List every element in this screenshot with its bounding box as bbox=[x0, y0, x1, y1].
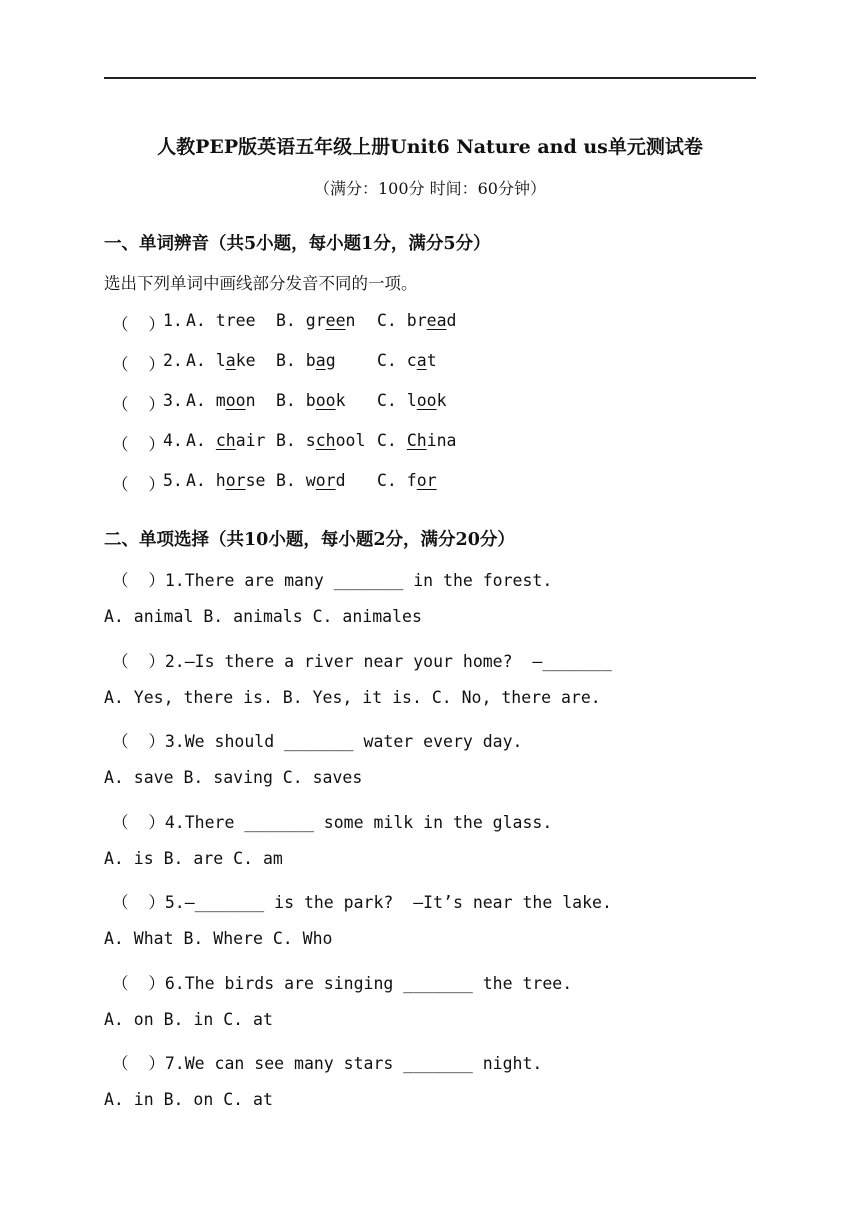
item-number: 4. bbox=[163, 431, 183, 450]
question-text: （ ）4.There _______ some milk in the glass. bbox=[112, 812, 553, 832]
option-a: A. moon bbox=[186, 391, 256, 410]
question-text: （ ）6.The birds are singing _______ the tree. bbox=[112, 973, 573, 993]
option-a: A. tree bbox=[186, 311, 256, 330]
page-title: 人教PEP版英语五年级上册Unit6 Nature and us单元测试卷 bbox=[157, 136, 703, 158]
item-number: 5. bbox=[163, 471, 183, 490]
question-options: A. save B. saving C. saves bbox=[104, 768, 363, 787]
header-rule bbox=[104, 77, 756, 79]
page-subtitle: （满分：100分 时间：60分钟） bbox=[314, 179, 546, 198]
option-c: C. cat bbox=[377, 351, 437, 370]
question-text: （ ）1.There are many _______ in the forest. bbox=[112, 571, 553, 590]
option-c: C. bread bbox=[377, 311, 457, 330]
answer-blank[interactable]: （ ） bbox=[112, 315, 165, 334]
question-options: A. What B. Where C. Who bbox=[104, 929, 333, 948]
answer-blank[interactable]: （ ） bbox=[112, 355, 165, 374]
option-a: A. horse bbox=[186, 471, 266, 490]
item-number: 3. bbox=[163, 391, 183, 410]
answer-blank[interactable]: （ ） bbox=[112, 435, 165, 454]
option-a: A. chair bbox=[186, 431, 266, 450]
option-b: B. word bbox=[276, 471, 346, 490]
question-options: A. is B. are C. am bbox=[104, 848, 283, 868]
option-a: A. lake bbox=[186, 351, 256, 370]
item-number: 2. bbox=[163, 351, 183, 370]
question-text: （ ）5.—_______ is the park? —It’s near the lake. bbox=[112, 893, 612, 912]
section2-heading: 二、单项选择（共10小题，每小题2分，满分20分） bbox=[104, 530, 515, 550]
question-text: （ ）2.—Is there a river near your home? —_______ bbox=[112, 651, 612, 671]
section1-instruction: 选出下列单词中画线部分发音不同的一项。 bbox=[104, 274, 418, 293]
question-text: （ ）7.We can see many stars _______ night. bbox=[112, 1054, 543, 1073]
option-c: C. for bbox=[377, 471, 437, 490]
option-c: C. China bbox=[377, 431, 457, 450]
option-b: B. bag bbox=[276, 351, 336, 370]
option-b: B. school bbox=[276, 431, 366, 450]
question-options: A. Yes, there is. B. Yes, it is. C. No, there are. bbox=[104, 687, 601, 707]
option-c: C. look bbox=[377, 391, 447, 410]
option-b: B. green bbox=[276, 311, 356, 330]
question-options: A. in B. on C. at bbox=[104, 1090, 273, 1109]
question-text: （ ）3.We should _______ water every day. bbox=[112, 732, 523, 751]
answer-blank[interactable]: （ ） bbox=[112, 475, 165, 494]
section1-heading: 一、单词辨音（共5小题，每小题1分，满分5分） bbox=[104, 234, 491, 254]
answer-blank[interactable]: （ ） bbox=[112, 395, 165, 414]
question-options: A. animal B. animals C. animales bbox=[104, 607, 422, 626]
question-options: A. on B. in C. at bbox=[104, 1009, 273, 1029]
option-b: B. book bbox=[276, 391, 346, 410]
item-number: 1. bbox=[163, 311, 183, 330]
